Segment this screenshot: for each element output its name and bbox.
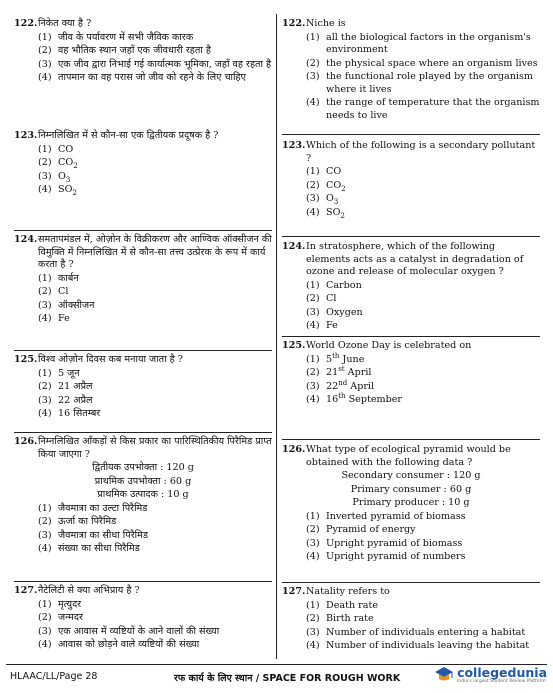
question-number: 126.	[14, 436, 38, 447]
option	[306, 32, 540, 57]
option-text	[326, 627, 540, 640]
option	[38, 503, 272, 516]
question-text: निम्नलिखित आँकड़ों से किस प्रकार का पारिस्थितिकीय पिरैमिड प्राप्त किया जाएगा ?	[38, 436, 272, 460]
option-number: (2)	[306, 524, 320, 535]
option-number: (3)	[38, 170, 52, 182]
option-text	[326, 166, 540, 179]
option	[306, 180, 540, 193]
option-main: Fe	[326, 320, 338, 331]
option-main: O	[326, 193, 334, 204]
question-125-en	[282, 340, 540, 407]
option-text	[58, 543, 272, 556]
question-text: World Ozone Day is celebrated on	[306, 340, 472, 351]
option-number: (4)	[306, 551, 320, 562]
option-number: (1)	[38, 31, 52, 43]
option-main: 22 अप्रैल	[58, 394, 93, 406]
option-main: Death rate	[326, 599, 379, 611]
divider	[282, 236, 540, 237]
option-text	[326, 538, 540, 551]
option-number: (4)	[38, 313, 52, 324]
option-text	[326, 193, 540, 206]
option-text	[58, 171, 272, 184]
question-text: Niche is	[306, 18, 346, 29]
divider	[282, 439, 540, 440]
option-main: 22	[326, 380, 339, 392]
option-main: एक जीव द्वारा निभाई गई कार्यात्मक भूमिका, जहाँ वह रहता है	[58, 58, 272, 70]
option-number: (2)	[38, 45, 52, 56]
option	[306, 538, 540, 551]
option-main: Upright pyramid of numbers	[326, 551, 466, 562]
option-number: (3)	[306, 193, 320, 204]
column-divider	[276, 14, 277, 659]
option-text	[326, 71, 540, 96]
option-number: (2)	[306, 613, 320, 624]
option	[38, 408, 272, 421]
option	[38, 530, 272, 543]
question-number: 122.	[282, 18, 306, 29]
option-main: O	[58, 170, 66, 182]
question-number: 125.	[14, 354, 38, 365]
option-number: (3)	[38, 58, 52, 70]
divider	[14, 350, 272, 351]
subscript: 3	[333, 197, 339, 206]
data-line: Secondary consumer : 120 g	[341, 470, 481, 481]
option	[38, 612, 272, 625]
option-text	[58, 516, 272, 529]
option-text	[58, 45, 272, 58]
option-text	[326, 613, 540, 626]
option-number: (3)	[306, 306, 320, 318]
option-text	[58, 639, 272, 652]
option-number: (3)	[306, 380, 320, 392]
option	[38, 59, 272, 72]
option-text	[326, 207, 540, 220]
question-number: 126.	[282, 444, 306, 455]
question-127-en	[282, 586, 540, 653]
question-header	[282, 241, 540, 279]
question-number: 127.	[14, 585, 38, 596]
option-number: (3)	[38, 394, 52, 406]
option	[306, 97, 540, 122]
option-main: जैवमात्रा का उल्टा पिरैमिड	[58, 502, 148, 514]
option-main: CO	[326, 179, 342, 191]
option-number: (2)	[38, 612, 52, 623]
option-text	[58, 626, 272, 639]
option	[306, 627, 540, 640]
option	[38, 157, 272, 170]
data-line: Primary producer : 10 g	[352, 497, 470, 508]
option-text	[58, 300, 272, 313]
question-number: 123.	[282, 140, 306, 151]
option-text	[58, 368, 272, 381]
option-text	[326, 364, 540, 380]
option-main: CO	[58, 143, 74, 155]
option-number: (4)	[38, 543, 52, 554]
option-number: (1)	[306, 31, 320, 43]
option-number: (1)	[38, 598, 52, 610]
option	[306, 600, 540, 613]
option-number: (4)	[306, 206, 320, 218]
option-text	[58, 273, 272, 286]
subscript: 2	[72, 188, 77, 197]
option-main: Birth rate	[326, 613, 374, 624]
option-text	[58, 381, 272, 394]
question-122-en	[282, 18, 540, 122]
option-main: Oxygen	[326, 306, 363, 318]
option	[38, 72, 272, 85]
option-text	[326, 320, 540, 333]
option-text	[58, 184, 272, 197]
data-line: प्राथमिक उपभोक्ता : 60 g	[94, 475, 192, 487]
subscript: 2	[340, 211, 345, 220]
option-number: (2)	[38, 381, 52, 392]
option-number: (4)	[38, 408, 52, 419]
option	[306, 193, 540, 206]
page-footer	[6, 664, 547, 687]
option-number: (1)	[38, 367, 52, 379]
option	[306, 613, 540, 626]
option	[38, 381, 272, 394]
option-number: (3)	[306, 537, 320, 549]
subscript: 3	[65, 175, 71, 184]
option-rest: April	[347, 380, 375, 392]
option-main: ऑक्सीजन	[58, 299, 95, 311]
question-number: 122.	[14, 18, 38, 29]
superscript: nd	[338, 378, 348, 387]
option-main: SO	[58, 184, 73, 195]
option-number: (2)	[306, 57, 320, 69]
option-text	[58, 144, 272, 157]
divider	[14, 230, 272, 231]
option-rest: April	[344, 367, 372, 378]
question-125-hi	[14, 354, 272, 421]
option	[38, 300, 272, 313]
option-main: 16	[326, 394, 339, 405]
option-text	[326, 391, 540, 407]
question-number: 124.	[282, 241, 306, 252]
option-text	[326, 351, 540, 367]
question-126-hi	[14, 436, 272, 556]
superscript: th	[332, 351, 340, 360]
subscript: 2	[73, 161, 78, 170]
option-main: Pyramid of energy	[326, 524, 416, 535]
question-number: 124.	[14, 234, 38, 245]
data-line: प्राथमिक उत्पादक : 10 g	[97, 489, 189, 500]
question-text: निम्नलिखित में से कौन-सा एक द्वितीयक प्रदूषक है ?	[38, 130, 219, 141]
option-main: CO	[326, 166, 342, 177]
logo-tagline: India's largest Student Review Platform	[457, 678, 546, 684]
option	[306, 391, 540, 407]
question-header	[14, 18, 272, 31]
option	[38, 639, 272, 652]
question-number: 123.	[14, 130, 38, 141]
option-number: (2)	[38, 157, 52, 168]
option-text	[326, 640, 540, 653]
option-main: संख्या का सीधा पिरैमिड	[58, 543, 140, 554]
question-header	[14, 130, 272, 143]
option-text	[58, 286, 272, 299]
collegedunia-logo	[434, 665, 547, 685]
question-header	[282, 18, 540, 31]
option-main: the physical space where an organism lives	[326, 57, 538, 69]
option-main: Cl	[326, 293, 337, 304]
option-text	[58, 313, 272, 326]
option-main: SO	[326, 206, 341, 218]
option-main: 21	[326, 367, 339, 378]
option-text	[58, 612, 272, 625]
option	[38, 368, 272, 381]
question-header	[282, 140, 540, 165]
option-main: आवास को छोड़ने वाले व्यष्टियों की संख्या	[58, 639, 200, 650]
option-main: वह भौतिक स्थान जहाँ एक जीवधारी रहता है	[58, 45, 211, 56]
option	[38, 395, 272, 408]
option-main: Inverted pyramid of biomass	[326, 510, 466, 522]
question-header	[282, 340, 540, 353]
page-label: HLAAC/LL/Page 28	[10, 671, 98, 682]
option	[38, 32, 272, 45]
question-text: Natality refers to	[306, 586, 390, 597]
option-number: (2)	[38, 286, 52, 297]
option-main: the functional role played by the organism where it lives	[326, 71, 533, 95]
option-main: all the biological factors in the organism's environment	[326, 31, 531, 55]
option	[38, 599, 272, 612]
question-127-hi	[14, 585, 272, 652]
option-text	[326, 180, 540, 193]
option-rest: June	[339, 353, 365, 365]
option-text	[326, 58, 540, 71]
question-text: विश्व ओज़ोन दिवस कब मनाया जाता है ?	[38, 354, 183, 365]
option-main: the range of temperature that the organism needs to live	[326, 97, 540, 121]
option	[38, 516, 272, 529]
option-number: (3)	[306, 71, 320, 82]
option-text	[326, 307, 540, 320]
option-text	[326, 551, 540, 564]
option-text	[326, 600, 540, 613]
option	[38, 184, 272, 197]
question-text: What type of ecological pyramid would be obtained with the following data ?	[306, 444, 511, 468]
divider	[282, 582, 540, 583]
option-main: 5	[326, 353, 333, 365]
option-rest: September	[345, 394, 403, 405]
option	[38, 45, 272, 58]
option-number: (1)	[38, 272, 52, 284]
question-text: Which of the following is a secondary pollutant ?	[306, 140, 536, 164]
question-header	[14, 354, 272, 367]
option-number: (2)	[306, 179, 320, 191]
option-number: (4)	[306, 640, 320, 651]
option-number: (1)	[306, 279, 320, 291]
option-number: (4)	[306, 97, 320, 108]
option-number: (2)	[306, 293, 320, 304]
option-main: Fe	[58, 313, 70, 324]
option-main: ऊर्जा का पिरैमिड	[58, 516, 117, 527]
option-main: 21 अप्रैल	[58, 381, 93, 392]
option-text	[58, 599, 272, 612]
question-124-en	[282, 241, 540, 333]
option-number: (3)	[38, 529, 52, 541]
option-number: (1)	[306, 166, 320, 177]
question-header	[14, 585, 272, 598]
option-number: (4)	[38, 72, 52, 83]
option-number: (3)	[38, 625, 52, 637]
option-number: (1)	[306, 599, 320, 611]
option	[38, 286, 272, 299]
option-main: जन्मदर	[58, 612, 83, 623]
question-header	[282, 444, 540, 469]
graduation-cap-icon	[434, 665, 454, 685]
option	[38, 626, 272, 639]
option-number: (4)	[306, 320, 320, 331]
question-number: 127.	[282, 586, 306, 597]
option	[306, 307, 540, 320]
option-text	[58, 395, 272, 408]
superscript: th	[338, 391, 346, 400]
option-number: (2)	[38, 516, 52, 527]
option-main: मृत्युदर	[58, 598, 82, 610]
option	[38, 313, 272, 326]
option-text	[326, 378, 540, 394]
option-main: जीव के पर्यावरण में सभी जैविक कारक	[58, 31, 194, 43]
option	[306, 320, 540, 333]
question-text: निकेत क्या है ?	[38, 18, 92, 29]
question-122-hi	[14, 18, 272, 85]
option	[38, 171, 272, 184]
question-header	[14, 234, 272, 272]
option-main: Upright pyramid of biomass	[326, 537, 463, 549]
data-line: Primary consumer : 60 g	[350, 483, 472, 495]
divider	[14, 432, 272, 433]
question-number: 125.	[282, 340, 306, 351]
option-text	[58, 530, 272, 543]
option-main: Number of individuals entering a habitat	[326, 626, 526, 638]
data-line: द्वितीयक उपभोक्ता : 120 g	[92, 462, 194, 473]
option-main: Number of individuals leaving the habitat	[326, 640, 530, 651]
question-header	[282, 586, 540, 599]
question-text: समतापमंडल में, ओज़ोन के विक्रीकरण और आण्विक ऑक्सीजन की विमुक्ति में निम्नलिखित में से कौन-सा तत्त्व उत्प्रेरक के रूप में कार्य करता है ?	[38, 234, 272, 270]
option	[306, 293, 540, 306]
option-main: एक आवास में व्यष्टियों के आने वालों की संख्या	[58, 625, 220, 637]
option-number: (4)	[306, 394, 320, 405]
option-main: Cl	[58, 286, 69, 297]
divider	[282, 336, 540, 337]
option-number: (1)	[38, 502, 52, 514]
option	[306, 640, 540, 653]
option-number: (2)	[306, 367, 320, 378]
option-text	[326, 97, 540, 122]
question-124-hi	[14, 234, 272, 326]
question-text: नैटेलिटी से क्या अभिप्राय है ?	[38, 585, 140, 596]
option-text	[58, 408, 272, 421]
option-number: (3)	[38, 299, 52, 311]
option-text	[58, 32, 272, 45]
option	[38, 273, 272, 286]
question-123-hi	[14, 130, 272, 197]
option-main: 16 सितम्बर	[58, 408, 101, 419]
option	[306, 511, 540, 524]
option-text	[326, 511, 540, 524]
option-text	[58, 157, 272, 170]
option-main: Carbon	[326, 279, 362, 291]
divider	[282, 134, 540, 135]
option-number: (1)	[38, 143, 52, 155]
rough-work-label: रफ कार्य के लिए स्थान / SPACE FOR ROUGH WORK	[174, 673, 401, 684]
option	[306, 71, 540, 96]
option-main: CO	[58, 157, 74, 168]
option-text	[326, 293, 540, 306]
subscript: 2	[341, 184, 346, 193]
option	[306, 551, 540, 564]
option-text	[326, 32, 540, 57]
question-126-en	[282, 444, 540, 564]
superscript: st	[338, 364, 345, 373]
option	[306, 280, 540, 293]
option-number: (1)	[306, 510, 320, 522]
divider	[14, 581, 272, 582]
option-number: (4)	[38, 184, 52, 195]
logo-name: collegedunia	[457, 664, 547, 680]
option-main: 5 जून	[58, 367, 80, 379]
option	[306, 524, 540, 537]
option	[306, 207, 540, 220]
option-number: (1)	[306, 353, 320, 365]
option-main: तापमान का वह परास जो जीव को रहने के लिए चाहिए	[58, 72, 246, 83]
option-number: (4)	[38, 639, 52, 650]
option	[306, 166, 540, 179]
option-number: (3)	[306, 626, 320, 638]
option	[306, 58, 540, 71]
question-123-en	[282, 140, 540, 219]
option	[38, 144, 272, 157]
option-text	[58, 72, 272, 85]
option	[38, 543, 272, 556]
option-text	[326, 524, 540, 537]
question-text: In stratosphere, which of the following elements acts as a catalyst in degradation of ozone and release of molecular oxygen ?	[306, 241, 524, 277]
question-header	[14, 436, 272, 461]
option-text	[58, 503, 272, 516]
option-text	[58, 59, 272, 72]
option-text	[326, 280, 540, 293]
option-main: जैवमात्रा का सीधा पिरैमिड	[58, 529, 149, 541]
option-main: कार्बन	[58, 272, 79, 284]
